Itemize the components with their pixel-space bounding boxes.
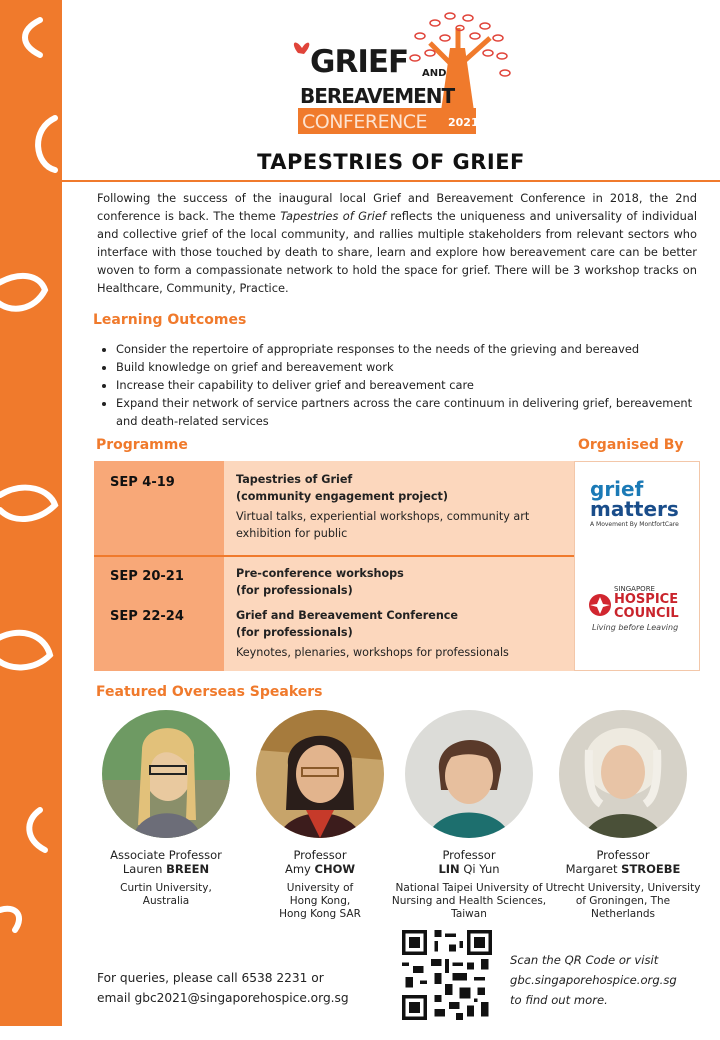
programme-event: Grief and Bereavement Conference (for professionals) Keynotes, plenaries, workshops for professionals <box>236 609 509 659</box>
speaker-affiliation: University of Hong Kong, Hong Kong SAR <box>279 882 361 920</box>
logo-and: AND <box>422 68 447 79</box>
speaker-affiliation: Utrecht University, University of Groningen, The Netherlands <box>545 882 701 920</box>
grief-matters-logo: grief matters A Movement By MontfortCare <box>590 477 679 528</box>
speaker-card <box>389 710 549 921</box>
speaker-name: Margaret STROEBE <box>565 862 681 876</box>
programme-date: SEP 4-19 <box>110 475 175 490</box>
programme-event: Tapestries of Grief (community engagement project) Virtual talks, experiential workshops, community art exhibition for public <box>236 473 530 540</box>
logo-year: 2021 <box>448 116 479 129</box>
website-link[interactable]: gbc.singaporehospice.org.sg <box>510 973 677 987</box>
decorative-stripe <box>0 0 62 1026</box>
speaker-affiliation: Curtin University, Australia <box>120 882 212 907</box>
qr-code-icon[interactable] <box>402 930 492 1020</box>
list-item: • Consider the repertoire of appropriate responses to the needs of the grieving and bereaved <box>116 340 716 358</box>
list-item: • Expand their network of service partners across the care continuum in delivering grief, bereavement and death-related services <box>116 394 716 430</box>
leaf-icon <box>0 0 62 1026</box>
speaker-title: Professor <box>293 848 347 862</box>
programme-date: SEP 22-24 <box>110 609 184 624</box>
list-item: • Increase their capability to deliver grief and bereavement care <box>116 376 716 394</box>
speaker-card <box>240 710 400 921</box>
speaker-title: Associate Professor <box>110 848 222 862</box>
programme-date: SEP 20-21 <box>110 569 184 584</box>
organised-by-heading: Organised By <box>578 437 684 453</box>
conference-logo <box>290 8 520 143</box>
speaker-title: Professor <box>442 848 496 862</box>
speaker-photo <box>559 710 687 838</box>
learning-outcomes-heading: Learning Outcomes <box>93 312 247 328</box>
speaker-name: Lauren BREEN <box>122 862 210 876</box>
speakers-heading: Featured Overseas Speakers <box>96 684 323 700</box>
logo-conference: CONFERENCE <box>302 111 428 133</box>
learning-outcomes-list <box>102 340 716 430</box>
logo-grief: GRIEF <box>310 44 409 80</box>
title-divider <box>62 180 720 182</box>
speaker-name: LIN Qi Yun <box>438 862 500 876</box>
speaker-title: Professor <box>596 848 650 862</box>
speaker-photo <box>405 710 533 838</box>
theme-name: Tapestries of Grief <box>280 209 386 223</box>
speaker-name: Amy CHOW <box>284 862 356 876</box>
scan-instructions: Scan the QR Code or visit gbc.singaporehospice.org.sg to find out more. <box>510 950 710 1010</box>
speaker-card <box>86 710 246 908</box>
programme-heading: Programme <box>96 437 188 453</box>
butterfly-icon <box>294 43 309 54</box>
list-item: • Build knowledge on grief and bereavement work <box>116 358 716 376</box>
speaker-affiliation: National Taipei University of Nursing and Health Sciences, Taiwan <box>391 882 547 920</box>
hospice-flower-icon <box>588 593 612 617</box>
page-title: TAPESTRIES OF GRIEF <box>257 150 525 174</box>
logo-bereavement: BEREAVEMENT <box>300 84 455 108</box>
programme-event: Pre-conference workshops (for professionals) <box>236 567 404 597</box>
queries-text: For queries, please call 6538 2231 or email gbc2021@singaporehospice.org.sg <box>97 971 349 1005</box>
speaker-photo <box>102 710 230 838</box>
intro-paragraph: Following the success of the inaugural local Grief and Bereavement Conference in 2018, the 2nd conference is back. The theme Tapestries of Grief reflects the uniqueness and universality of individual and collective grief of the local community, and rallies multiple stakeholders from relevant sectors who interface with those touched by death to share, learn and explore how bereavement care can be better woven to form a compassionate network to hold the space for grief. There will be 3 workshop tracks on Healthcare, Community, Practice. <box>97 191 697 295</box>
programme-table: SEP 4-19 Tapestries of Grief (community engagement project) Virtual talks, experiential workshops, community art exhibition for public SEP 20-21 Pre-conference workshops (for professionals) SEP 22-24 Grief and Bereavement Conference (for professionals) Keynotes, plenaries, workshops for professionals grief matters A Movement By MontfortCare SINGAPORE HOSPICE COUNCIL Living before Leaving <box>94 461 700 671</box>
speaker-photo <box>256 710 384 838</box>
speaker-card <box>543 710 703 921</box>
